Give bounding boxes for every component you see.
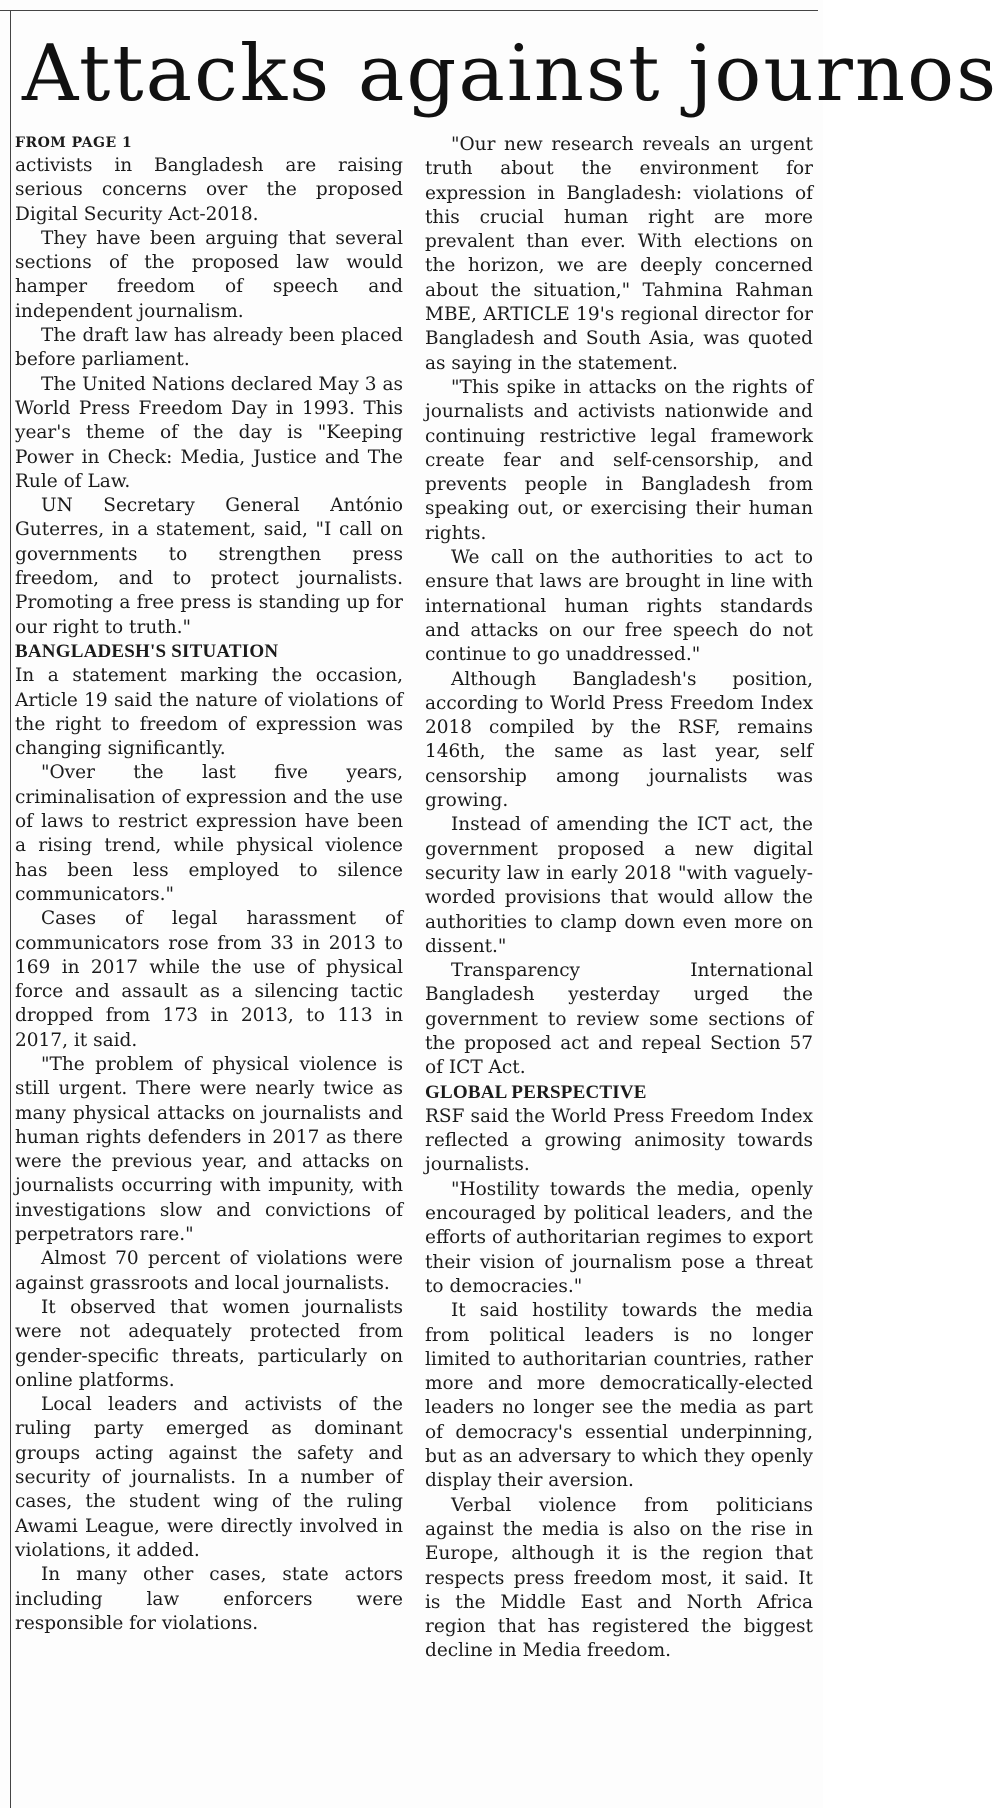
paragraph: UN Secretary General António Guterres, in a statement, said, "I call on governments to strengthen press freedom, and to protect journalists. Promoting a free press is standing up for our right to truth." bbox=[15, 495, 403, 638]
paragraph: It observed that women journalists were not adequately protected from gender-specific threats, particularly on online platforms. bbox=[15, 1296, 403, 1391]
paragraph: In many other cases, state actors including law enforcers were responsible for violations. bbox=[15, 1564, 403, 1634]
paragraph: We call on the authorities to act to ensure that laws are brought in line with international human rights standards and attacks on our free speech do not continue to go unaddressed." bbox=[425, 547, 813, 666]
paragraph: Transparency International Bangladesh yesterday urged the government to review some sections of the proposed act and repeal Section 57 of ICT Act. bbox=[425, 960, 813, 1079]
column-left bbox=[15, 133, 403, 1805]
paragraph: They have been arguing that several sections of the proposed law would hamper freedom of speech and independent journalism. bbox=[15, 227, 403, 322]
paragraph: Although Bangladesh's position, according to World Press Freedom Index 2018 compiled by the RSF, remains 146th, the same as last year, self censorship among journalists was growing. bbox=[425, 668, 813, 812]
paragraph: "This spike in attacks on the rights of journalists and activists nationwide and continuing restrictive legal framework create fear and self-censorship, and prevents people in Bangladesh from speaking out, or exercising their human rights. bbox=[425, 376, 813, 544]
paragraph: "Over the last five years, criminalisation of expression and the use of laws to restrict expression have been a rising trend, while physical violence has been less employed to silence communicators." bbox=[15, 762, 403, 905]
paragraph: In a statement marking the occasion, Article 19 said the nature of violations of the right to freedom of expression was changing significantly. bbox=[15, 665, 403, 760]
top-rule bbox=[0, 10, 818, 11]
subhead-global-perspective: GLOBAL PERSPECTIVE bbox=[425, 1081, 647, 1103]
left-rule bbox=[10, 10, 11, 1808]
headline: Attacks against journos bbox=[22, 29, 998, 119]
paragraph: "The problem of physical violence is still urgent. There were nearly twice as many physical attacks on journalists and human rights defenders in 2017 as there were the previous year, and attacks on journalists occurring with impunity, with investigations slow and convictions of perpetrators rare." bbox=[15, 1053, 403, 1246]
paragraph: "Hostility towards the media, openly encouraged by political leaders, and the efforts of authoritarian regimes to export their vision of journalism pose a threat to democracies." bbox=[425, 1178, 813, 1297]
paragraph: Verbal violence from politicians against the media is also on the rise in Europe, although it is the region that respects press freedom most, it said. It is the Middle East and North Africa region that has registered the biggest decline in Media freedom. bbox=[425, 1494, 813, 1662]
paragraph: The draft law has already been placed before parliament. bbox=[15, 325, 403, 371]
paragraph: RSF said the World Press Freedom Index reflected a growing animosity towards journalists. bbox=[425, 1105, 813, 1176]
column-right bbox=[425, 133, 813, 1805]
jump-kicker: FROM PAGE 1 bbox=[15, 135, 133, 151]
paragraph: Cases of legal harassment of communicators rose from 33 in 2013 to 169 in 2017 while the use of physical force and assault as a silencing tactic dropped from 173 in 2013, to 113 in 2017, it said. bbox=[15, 908, 403, 1051]
paragraph: Local leaders and activists of the ruling party emerged as dominant groups acting against the safety and security of journalists. In a number of cases, the student wing of the ruling Awami League, were directly involved in violations, it added. bbox=[15, 1394, 403, 1561]
paragraph: "Our new research reveals an urgent truth about the environment for expression in Bangladesh: violations of this crucial human right are more prevalent than ever. With elections on the horizon, we are deeply concerned about the situation," Tahmina Rahman MBE, ARTICLE 19's regional director for Bangladesh and South Asia, was quoted as saying in the statement. bbox=[425, 134, 813, 374]
paragraph: Instead of amending the ICT act, the government proposed a new digital security law in early 2018 "with vaguely-worded provisions that would allow the authorities to clamp down even more on dissent." bbox=[425, 814, 813, 957]
paragraph: activists in Bangladesh are raising serious concerns over the proposed Digital Security Act-2018. bbox=[15, 155, 403, 225]
paragraph: It said hostility towards the media from political leaders is no longer limited to authoritarian countries, rather more and more democratically-elected leaders no longer see the media as part of democracy's essential underpinning, but as an adversary to which they openly display their aversion. bbox=[425, 1300, 813, 1492]
subhead-bangladesh-situation: BANGLADESH'S SITUATION bbox=[15, 640, 279, 662]
paragraph: Almost 70 percent of violations were against grassroots and local journalists. bbox=[15, 1248, 403, 1294]
paragraph: The United Nations declared May 3 as World Press Freedom Day in 1993. This year's theme of the day is "Keeping Power in Check: Media, Justice and The Rule of Law. bbox=[15, 373, 403, 492]
